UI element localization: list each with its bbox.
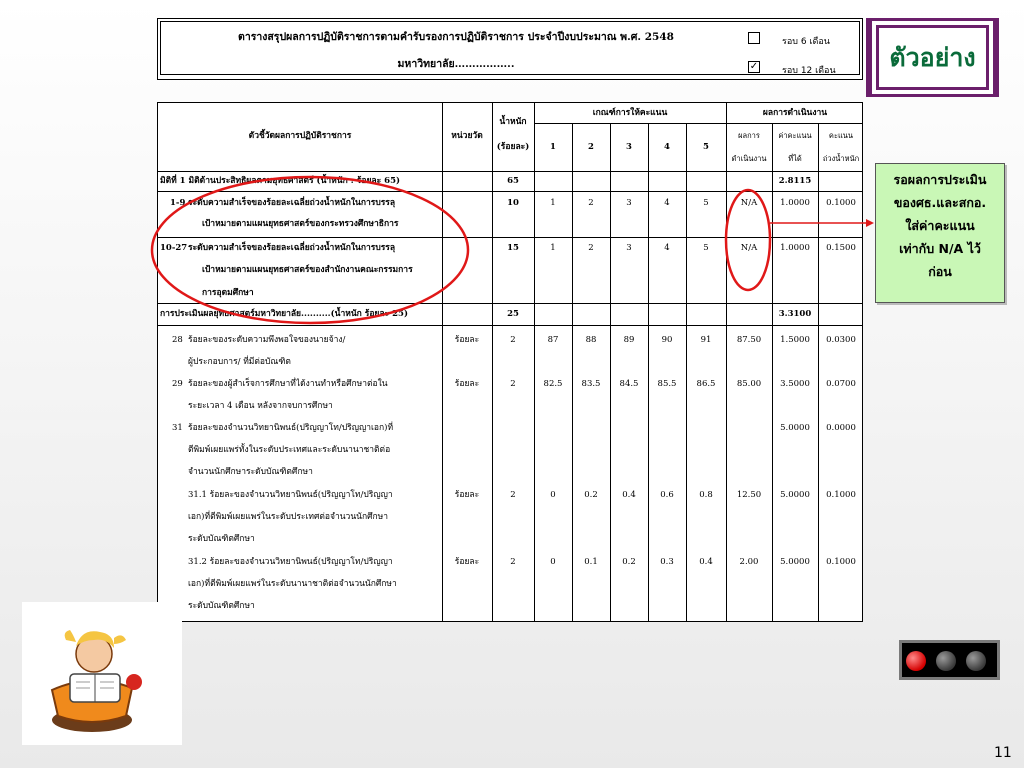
gray-light-icon <box>936 651 956 671</box>
row-31-2-crit-1: 0 <box>550 557 556 567</box>
row-31-1-unit: ร้อยละ <box>454 490 480 500</box>
row-31-weighted-score: 0.0000 <box>826 423 856 433</box>
row-10-27-score: 1.0000 <box>780 243 810 253</box>
row-31-text: ร้อยละของจำนวนวิทยานิพนธ์(ปริญญาโท/ปริญญาเอก)ที่ <box>188 423 394 433</box>
header-unit: หน่วยวัด <box>451 131 483 141</box>
row-28-number: 28 <box>172 335 183 345</box>
row-29-result: 85.00 <box>736 379 762 389</box>
row-29-crit-2: 83.5 <box>581 379 601 389</box>
row-31-2-score: 5.0000 <box>780 557 810 567</box>
row-31-text-3: จำนวนนักศึกษาระดับบัณฑิตศึกษา <box>188 467 313 477</box>
row-31-1-text-3: ระดับบัณฑิตศึกษา <box>188 534 255 544</box>
row-28-crit-4: 90 <box>661 335 673 345</box>
row-1-9-crit-3: 3 <box>626 198 632 208</box>
row-10-27-text-3: การอุดมศึกษา <box>202 288 254 298</box>
row-29-weighted-score: 0.0700 <box>826 379 856 389</box>
pending-note-line1: รอผลการประเมิน <box>893 172 987 187</box>
row-31-1-weight: 2 <box>510 490 516 500</box>
row-29-text: ร้อยละของผู้สำเร็จการศึกษาที่ได้งานทำหรือศึกษาต่อใน <box>188 379 388 389</box>
row-31-1-crit-5: 0.8 <box>699 490 713 500</box>
red-light-icon <box>906 651 926 671</box>
row-28-crit-2: 88 <box>585 335 597 345</box>
row-31-1-result: 12.50 <box>736 490 762 500</box>
row-1-9-crit-2: 2 <box>588 198 594 208</box>
col-divider <box>726 103 727 622</box>
row-10-27-crit-4: 4 <box>664 243 670 253</box>
row-29-score: 3.5000 <box>780 379 810 389</box>
header-performance: ผลการดำเนินงาน <box>762 108 828 118</box>
pending-note <box>875 163 1005 303</box>
row-29-number: 29 <box>172 379 183 389</box>
pending-note-line4: เท่ากับ N/A ไว้ <box>899 241 981 256</box>
reading-mascot-image <box>22 602 182 745</box>
row-31-2-text: 31.2 ร้อยละของจำนวนวิทยานิพนธ์(ปริญญาโท/ปริญญา <box>188 557 393 567</box>
row-10-27-result: N/A <box>740 243 758 253</box>
header-wscore: คะแนน <box>828 131 854 140</box>
row-10-27-text: ระดับความสำเร็จของร้อยละเฉลี่ยถ่วงน้ำหนักในการบรรลุ <box>188 243 396 253</box>
dimension-1-score: 2.8115 <box>778 176 812 186</box>
header-indicator: ตัวชี้วัดผลการปฏิบัติราชการ <box>248 131 352 141</box>
row-29-crit-4: 85.5 <box>657 379 677 389</box>
row-divider <box>534 123 863 124</box>
header-result: ผลการ <box>738 131 760 140</box>
round-6-checkbox[interactable] <box>748 32 760 44</box>
callout-arrow-head <box>866 219 874 227</box>
dimension-2-label: การประเมินผลยุทธศาสตร์มหาวิทยาลัย..........(น้ำหนัก ร้อยละ 25) <box>160 309 408 319</box>
row-31-text-2: ตีพิมพ์เผยแพร่ทั้งในระดับประเทศและระดับนานาชาติต่อ <box>188 445 391 455</box>
page-number: 11 <box>994 745 1012 761</box>
row-31-2-weight: 2 <box>510 557 516 567</box>
col-divider <box>534 103 535 622</box>
row-31-2-text-2: เอก)ที่ตีพิมพ์เผยแพร่ในระดับนานาชาติต่อจำนวนนักศึกษา <box>188 579 397 589</box>
pending-note-line2: ของศธ.และสกอ. <box>893 195 987 210</box>
row-31-1-text: 31.1 ร้อยละของจำนวนวิทยานิพนธ์(ปริญญาโท/ปริญญา <box>188 490 393 500</box>
row-28-weight: 2 <box>510 335 516 345</box>
row-31-score: 5.0000 <box>780 423 810 433</box>
row-10-27-number: 10-27 <box>160 243 188 253</box>
row-31-2-unit: ร้อยละ <box>454 557 480 567</box>
row-28-crit-5: 91 <box>700 335 712 345</box>
row-divider <box>158 303 863 304</box>
row-10-27-weighted-score: 0.1500 <box>826 243 856 253</box>
row-31-1-text-2: เอก)ที่ตีพิมพ์เผยแพร่ในระดับประเทศต่อจำนวนนักศึกษา <box>188 512 389 522</box>
row-28-result: 87.50 <box>736 335 762 345</box>
header-score: ค่าคะแนน <box>778 131 812 140</box>
row-10-27-crit-3: 3 <box>626 243 632 253</box>
row-28-unit: ร้อยละ <box>454 335 480 345</box>
row-29-text-2: ระยะเวลา 4 เดือน หลังจากจบการศึกษา <box>188 401 333 411</box>
row-31-1-crit-4: 0.6 <box>660 490 674 500</box>
pending-note-line3: ใส่ค่าคะแนน <box>905 218 975 233</box>
row-31-2-crit-2: 0.1 <box>584 557 598 567</box>
row-31-1-crit-1: 0 <box>550 490 556 500</box>
reading-mascot-icon <box>22 602 182 745</box>
header-criteria: เกณฑ์การให้คะแนน <box>592 108 668 118</box>
row-31-2-crit-3: 0.2 <box>622 557 636 567</box>
row-10-27-text-2: เป้าหมายตามแผนยุทธศาสตร์ของสำนักงานคณะกรรมการ <box>202 265 413 275</box>
header-weight-unit: (ร้อยละ) <box>496 142 530 152</box>
row-28-text: ร้อยละของระดับความพึงพอใจของนายจ้าง/ <box>188 335 346 345</box>
row-divider <box>158 171 863 172</box>
row-28-weighted-score: 0.0300 <box>826 335 856 345</box>
dimension-1-label: มิติที่ 1 มิติด้านประสิทธิผลตามยุทธศาสตร์ (น้ำหนัก : ร้อยละ 65) <box>160 176 401 186</box>
row-divider <box>158 237 863 238</box>
row-1-9-crit-4: 4 <box>664 198 670 208</box>
row-31-1-crit-3: 0.4 <box>622 490 636 500</box>
traffic-light-indicator[interactable] <box>899 640 1000 680</box>
row-29-crit-5: 86.5 <box>696 379 716 389</box>
row-28-score: 1.5000 <box>780 335 810 345</box>
header-result-2: ดำเนินงาน <box>731 154 767 163</box>
row-31-2-crit-5: 0.4 <box>699 557 713 567</box>
row-1-9-weight: 10 <box>507 198 519 208</box>
row-31-1-weighted-score: 0.1000 <box>826 490 856 500</box>
header-wscore-2: ถ่วงน้ำหนัก <box>822 154 860 163</box>
row-31-number: 31 <box>172 423 183 433</box>
row-1-9-text: ระดับความสำเร็จของร้อยละเฉลี่ยถ่วงน้ำหนักในการบรรลุ <box>188 198 396 208</box>
row-31-2-crit-4: 0.3 <box>660 557 674 567</box>
row-1-9-crit-5: 5 <box>703 198 709 208</box>
pending-note-line5: ก่อน <box>928 264 952 279</box>
row-1-9-crit-1: 1 <box>550 198 556 208</box>
row-10-27-crit-5: 5 <box>703 243 709 253</box>
round-12-checkbox[interactable]: ✓ <box>749 61 759 72</box>
row-29-crit-3: 84.5 <box>619 379 639 389</box>
row-1-9-text-2: เป้าหมายตามแผนยุทธศาสตร์ของกระทรวงศึกษาธิการ <box>202 219 399 229</box>
report-title-line2: มหาวิทยาลัย…………….. <box>397 58 515 70</box>
round-6-label: รอบ 6 เดือน <box>782 37 830 47</box>
header-score-2: ที่ได้ <box>788 154 802 163</box>
header-criteria-3: 3 <box>626 142 632 152</box>
header-criteria-2: 2 <box>588 142 594 152</box>
report-header <box>157 18 863 80</box>
performance-table <box>157 102 863 622</box>
row-31-2-text-3: ระดับบัณฑิตศึกษา <box>188 601 255 611</box>
col-divider <box>442 103 443 622</box>
row-31-2-result: 2.00 <box>739 557 759 567</box>
row-1-9-weighted-score: 0.1000 <box>826 198 856 208</box>
dimension-1-weight: 65 <box>507 176 519 186</box>
row-divider <box>158 191 863 192</box>
row-28-crit-1: 87 <box>547 335 559 345</box>
row-31-1-crit-2: 0.2 <box>584 490 598 500</box>
sample-badge <box>866 18 999 97</box>
row-31-1-score: 5.0000 <box>780 490 810 500</box>
report-title-line1: ตารางสรุปผลการปฏิบัติราชการตามคำรับรองการปฏิบัติราชการ ประจำปีงบประมาณ พ.ศ. 2548 <box>238 31 674 43</box>
gray-light-icon <box>966 651 986 671</box>
row-29-weight: 2 <box>510 379 516 389</box>
row-28-crit-3: 89 <box>623 335 635 345</box>
round-12-label: รอบ 12 เดือน <box>782 66 836 76</box>
row-1-9-number: 1-9 <box>170 198 186 208</box>
row-1-9-result: N/A <box>740 198 758 208</box>
sample-badge-label: ตัวอย่าง <box>876 25 989 90</box>
row-10-27-crit-2: 2 <box>588 243 594 253</box>
dimension-2-weight: 25 <box>507 309 519 319</box>
row-31-2-weighted-score: 0.1000 <box>826 557 856 567</box>
row-1-9-score: 1.0000 <box>780 198 810 208</box>
row-29-unit: ร้อยละ <box>454 379 480 389</box>
row-10-27-crit-1: 1 <box>550 243 556 253</box>
header-criteria-1: 1 <box>550 142 556 152</box>
row-29-crit-1: 82.5 <box>543 379 563 389</box>
row-divider <box>158 325 863 326</box>
header-weight: น้ำหนัก <box>499 117 527 127</box>
row-28-text-2: ผู้ประกอบการ/ ที่มีต่อบัณฑิต <box>188 357 291 367</box>
header-criteria-5: 5 <box>703 142 709 152</box>
row-10-27-weight: 15 <box>507 243 519 253</box>
dimension-2-score: 3.3100 <box>778 309 812 319</box>
header-criteria-4: 4 <box>664 142 670 152</box>
